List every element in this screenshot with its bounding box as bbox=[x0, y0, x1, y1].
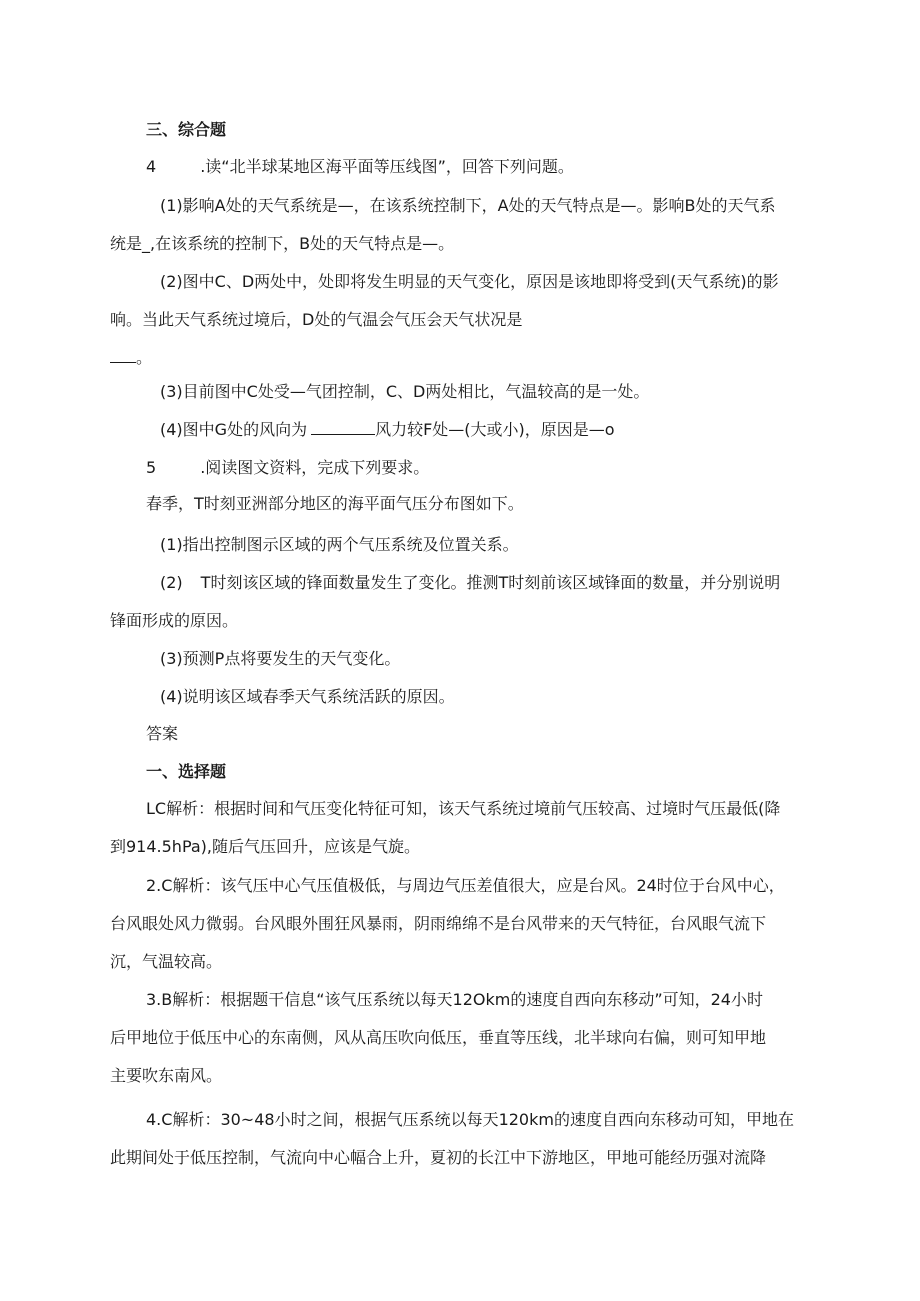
question-4-stem: .读“北半球某地区海平面等压线图”，回答下列问题。 bbox=[200, 157, 574, 176]
answer-blank bbox=[311, 420, 375, 435]
section-heading-choice: 一、选择题 bbox=[146, 762, 227, 781]
q4-part2-line1: (2)图中C、D两处中，处即将发生明显的天气变化，原因是该地即将受到(天气系统)的影 bbox=[160, 272, 779, 291]
q4-part4: (4)图中G处的风向为 风力较F处—(大或小)，原因是—o bbox=[160, 420, 615, 439]
q4-part1-line2: 统是_,在该系统的控制下，B处的天气特点是—。 bbox=[110, 234, 455, 253]
answer-3-line2: 后甲地位于低压中心的东南侧，风从高压吹向低压，垂直等压线，北半球向右偏，则可知甲地 bbox=[110, 1028, 767, 1047]
q5-intro: 春季，T时刻亚洲部分地区的海平面气压分布图如下。 bbox=[146, 494, 524, 513]
q4-part3: (3)目前图中C处受—气团控制，C、D两处相比，气温较高的是一处。 bbox=[160, 382, 650, 401]
answer-2-line1: 2.C解析：该气压中心气压值极低，与周边气压差值很大，应是台风。24时位于台风中心， bbox=[146, 876, 785, 895]
q4-part2-line3: 。 bbox=[110, 348, 152, 368]
q5-part2-line1: (2) T时刻该区域的锋面数量发生了变化。推测T时刻前该区域锋面的数量，并分别说明 bbox=[160, 573, 781, 592]
answer-3-line1: 3.B解析：根据题干信息“该气压系统以每天12Okm的速度自西向东移动”可知，24小时 bbox=[146, 990, 763, 1009]
answer-2-line3: 沉，气温较高。 bbox=[110, 952, 223, 971]
question-5-header bbox=[146, 458, 429, 478]
question-5-stem: .阅读图文资料，完成下列要求。 bbox=[200, 458, 430, 477]
q5-part1: (1)指出控制图示区域的两个气压系统及位置关系。 bbox=[160, 535, 519, 554]
answer-4-line2: 此期间处于低压控制，气流向中心幅合上升，夏初的长江中下游地区，甲地可能经历强对流降 bbox=[110, 1148, 767, 1167]
q4-part1-line1: (1)影响A处的天气系统是—，在该系统控制下，A处的天气特点是—。影响B处的天气系 bbox=[160, 196, 776, 215]
answer-3-line3: 主要吹东南风。 bbox=[110, 1066, 223, 1085]
answer-blank bbox=[110, 348, 136, 363]
q4-part2-line2: 响。当此天气系统过境后，D处的气温会气压会天气状况是 bbox=[110, 310, 523, 329]
section-heading-comprehensive: 三、综合题 bbox=[146, 120, 227, 139]
q5-part4: (4)说明该区域春季天气系统活跃的原因。 bbox=[160, 687, 455, 706]
q5-part2-line2: 锋面形成的原因。 bbox=[110, 611, 239, 630]
question-5-number: 5 bbox=[146, 458, 157, 477]
answer-1-line1: LC解析：根据时间和气压变化特征可知，该天气系统过境前气压较高、过境时气压最低(降 bbox=[146, 799, 781, 818]
answer-1-line2: 到914.5hPa),随后气压回升，应该是气旋。 bbox=[110, 837, 421, 856]
answer-2-line2: 台风眼处风力微弱。台风眼外围狂风暴雨，阴雨绵绵不是台风带来的天气特征，台风眼气流下 bbox=[110, 914, 767, 933]
question-4-number: 4 bbox=[146, 157, 157, 176]
answer-label: 答案 bbox=[146, 724, 179, 743]
question-4-header bbox=[146, 157, 574, 177]
answer-4-line1: 4.C解析：30~48小时之间，根据气压系统以每天120km的速度自西向东移动可知，甲地在 bbox=[146, 1110, 794, 1129]
q5-part3: (3)预测P点将要发生的天气变化。 bbox=[160, 649, 401, 668]
